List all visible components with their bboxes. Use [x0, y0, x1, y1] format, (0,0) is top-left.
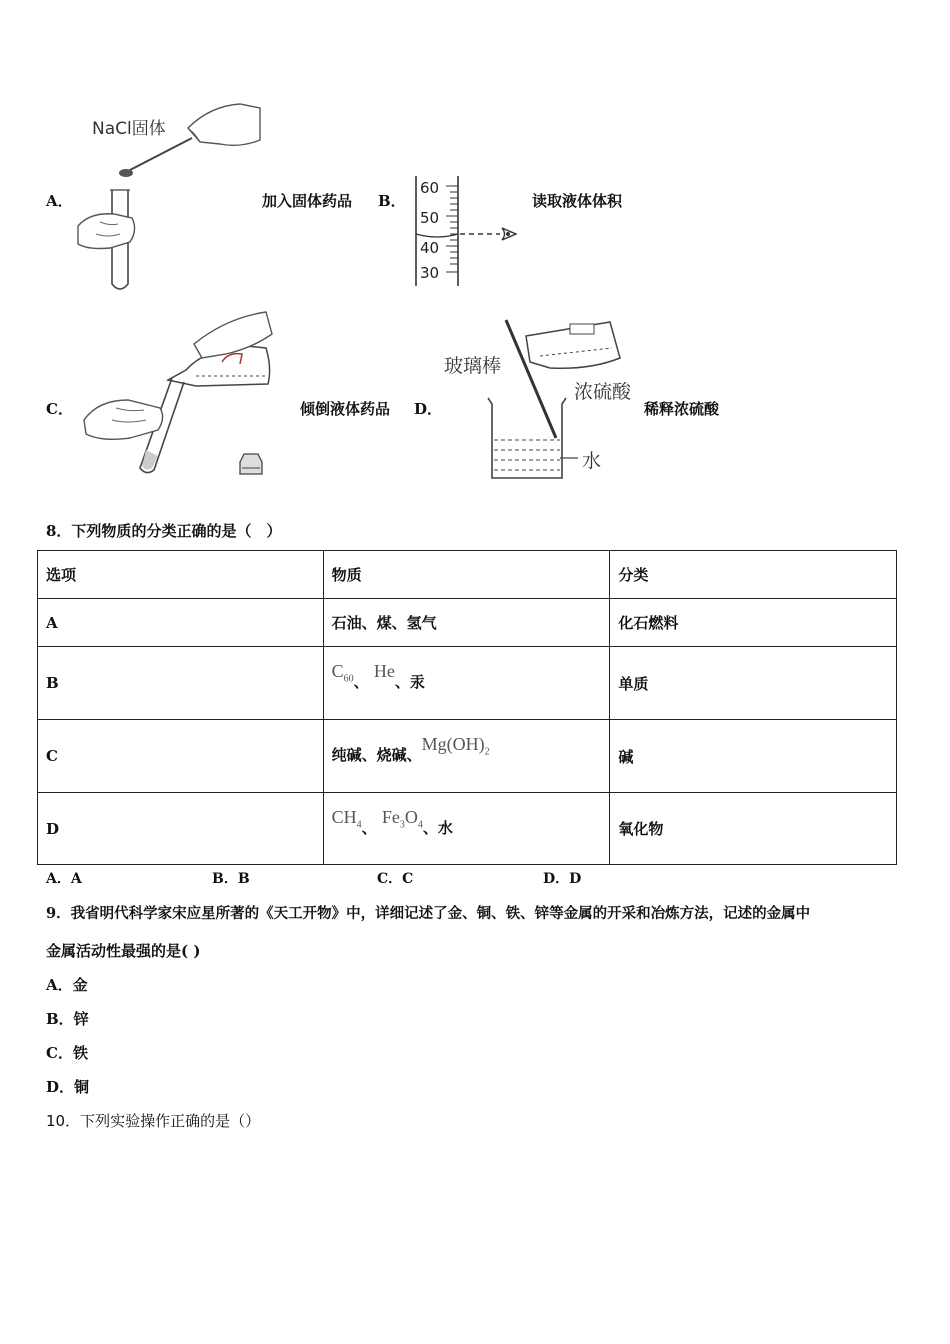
table-header-row [38, 551, 897, 599]
option-d-label: D． [414, 400, 443, 418]
option-d-caption: 稀释浓硫酸 [644, 400, 720, 418]
q9-option-c[interactable]: C．铁 [46, 1044, 88, 1062]
figure-label-nacl: NaCl固体 [92, 119, 166, 139]
q9-option-a[interactable]: A．金 [46, 976, 88, 994]
scale-40: 40 [420, 239, 440, 257]
scale-60: 60 [420, 179, 440, 197]
q9-stem-line2: 金属活动性最强的是( ) [46, 942, 201, 960]
header-substance: 物质 [323, 551, 610, 599]
q8-answer-d[interactable]: D．D [543, 871, 582, 887]
formula-mgoh2: $Mg(OH)_2$ [421, 734, 490, 758]
scale-50: 50 [420, 209, 440, 227]
option-a-caption: 加入固体药品 [262, 192, 353, 210]
row-a-category: 化石燃料 [610, 599, 897, 647]
row-b-option: B [38, 647, 324, 720]
classification-table [37, 550, 897, 865]
table-row [38, 647, 897, 720]
formula-he: He [373, 661, 395, 682]
figure-label-water: 水 [582, 450, 602, 472]
table-row [38, 599, 897, 647]
q9-option-d[interactable]: D．铜 [46, 1078, 90, 1096]
add-solid-figure [70, 98, 270, 298]
q9-option-b[interactable]: B．锌 [46, 1010, 89, 1028]
row-a-substance: 石油、煤、氢气 [323, 599, 610, 647]
q8-answer-c[interactable]: C．C [377, 871, 414, 887]
q8-answer-b[interactable]: B．B [212, 871, 250, 887]
option-b-label: B． [378, 192, 406, 210]
option-c-label: C． [46, 400, 73, 418]
option-a-label: A． [46, 192, 73, 210]
figure-label-conc-acid: 浓硫酸 [574, 381, 632, 403]
row-a-option: A [38, 599, 324, 647]
q8-answer-a[interactable]: A．A [46, 871, 82, 887]
scale-30: 30 [420, 264, 440, 282]
table-row [38, 720, 897, 793]
header-option: 选项 [38, 551, 324, 599]
option-b-caption: 读取液体体积 [532, 192, 623, 210]
read-volume-figure [408, 172, 528, 292]
row-b-category: 单质 [610, 647, 897, 720]
row-d-option: D [38, 793, 324, 865]
table-row [38, 793, 897, 865]
row-d-substance: $CH_4$、 $Fe_3O_4$、水 [323, 793, 610, 865]
q9-stem-line1: 9．我省明代科学家宋应星所著的《天工开物》中，详细记述了金、铜、铁、锌等金属的开采和冶炼方法，记述的金属中 [46, 905, 811, 922]
dilute-acid-figure [440, 312, 640, 484]
figure-label-glass-rod: 玻璃棒 [444, 355, 502, 377]
row-c-category: 碱 [610, 720, 897, 793]
row-c-substance: 纯碱、烧碱、$Mg(OH)_2$ [323, 720, 610, 793]
header-category: 分类 [610, 551, 897, 599]
row-d-category: 氧化物 [610, 793, 897, 865]
formula-fe3o4: $Fe_3O_4$ [381, 806, 423, 831]
pour-liquid-figure [76, 308, 296, 483]
row-c-option: C [38, 720, 324, 793]
row-b-substance: $C_{60}$、 He、汞 [323, 647, 610, 720]
formula-c60: $C_{60}$ [331, 661, 354, 685]
option-c-caption: 倾倒液体药品 [300, 400, 391, 418]
q8-stem: 8．下列物质的分类正确的是（ ） [46, 522, 282, 540]
q10-stem: 10．下列实验操作正确的是（） [46, 1112, 261, 1130]
formula-ch4: $CH_4$ [331, 806, 362, 831]
